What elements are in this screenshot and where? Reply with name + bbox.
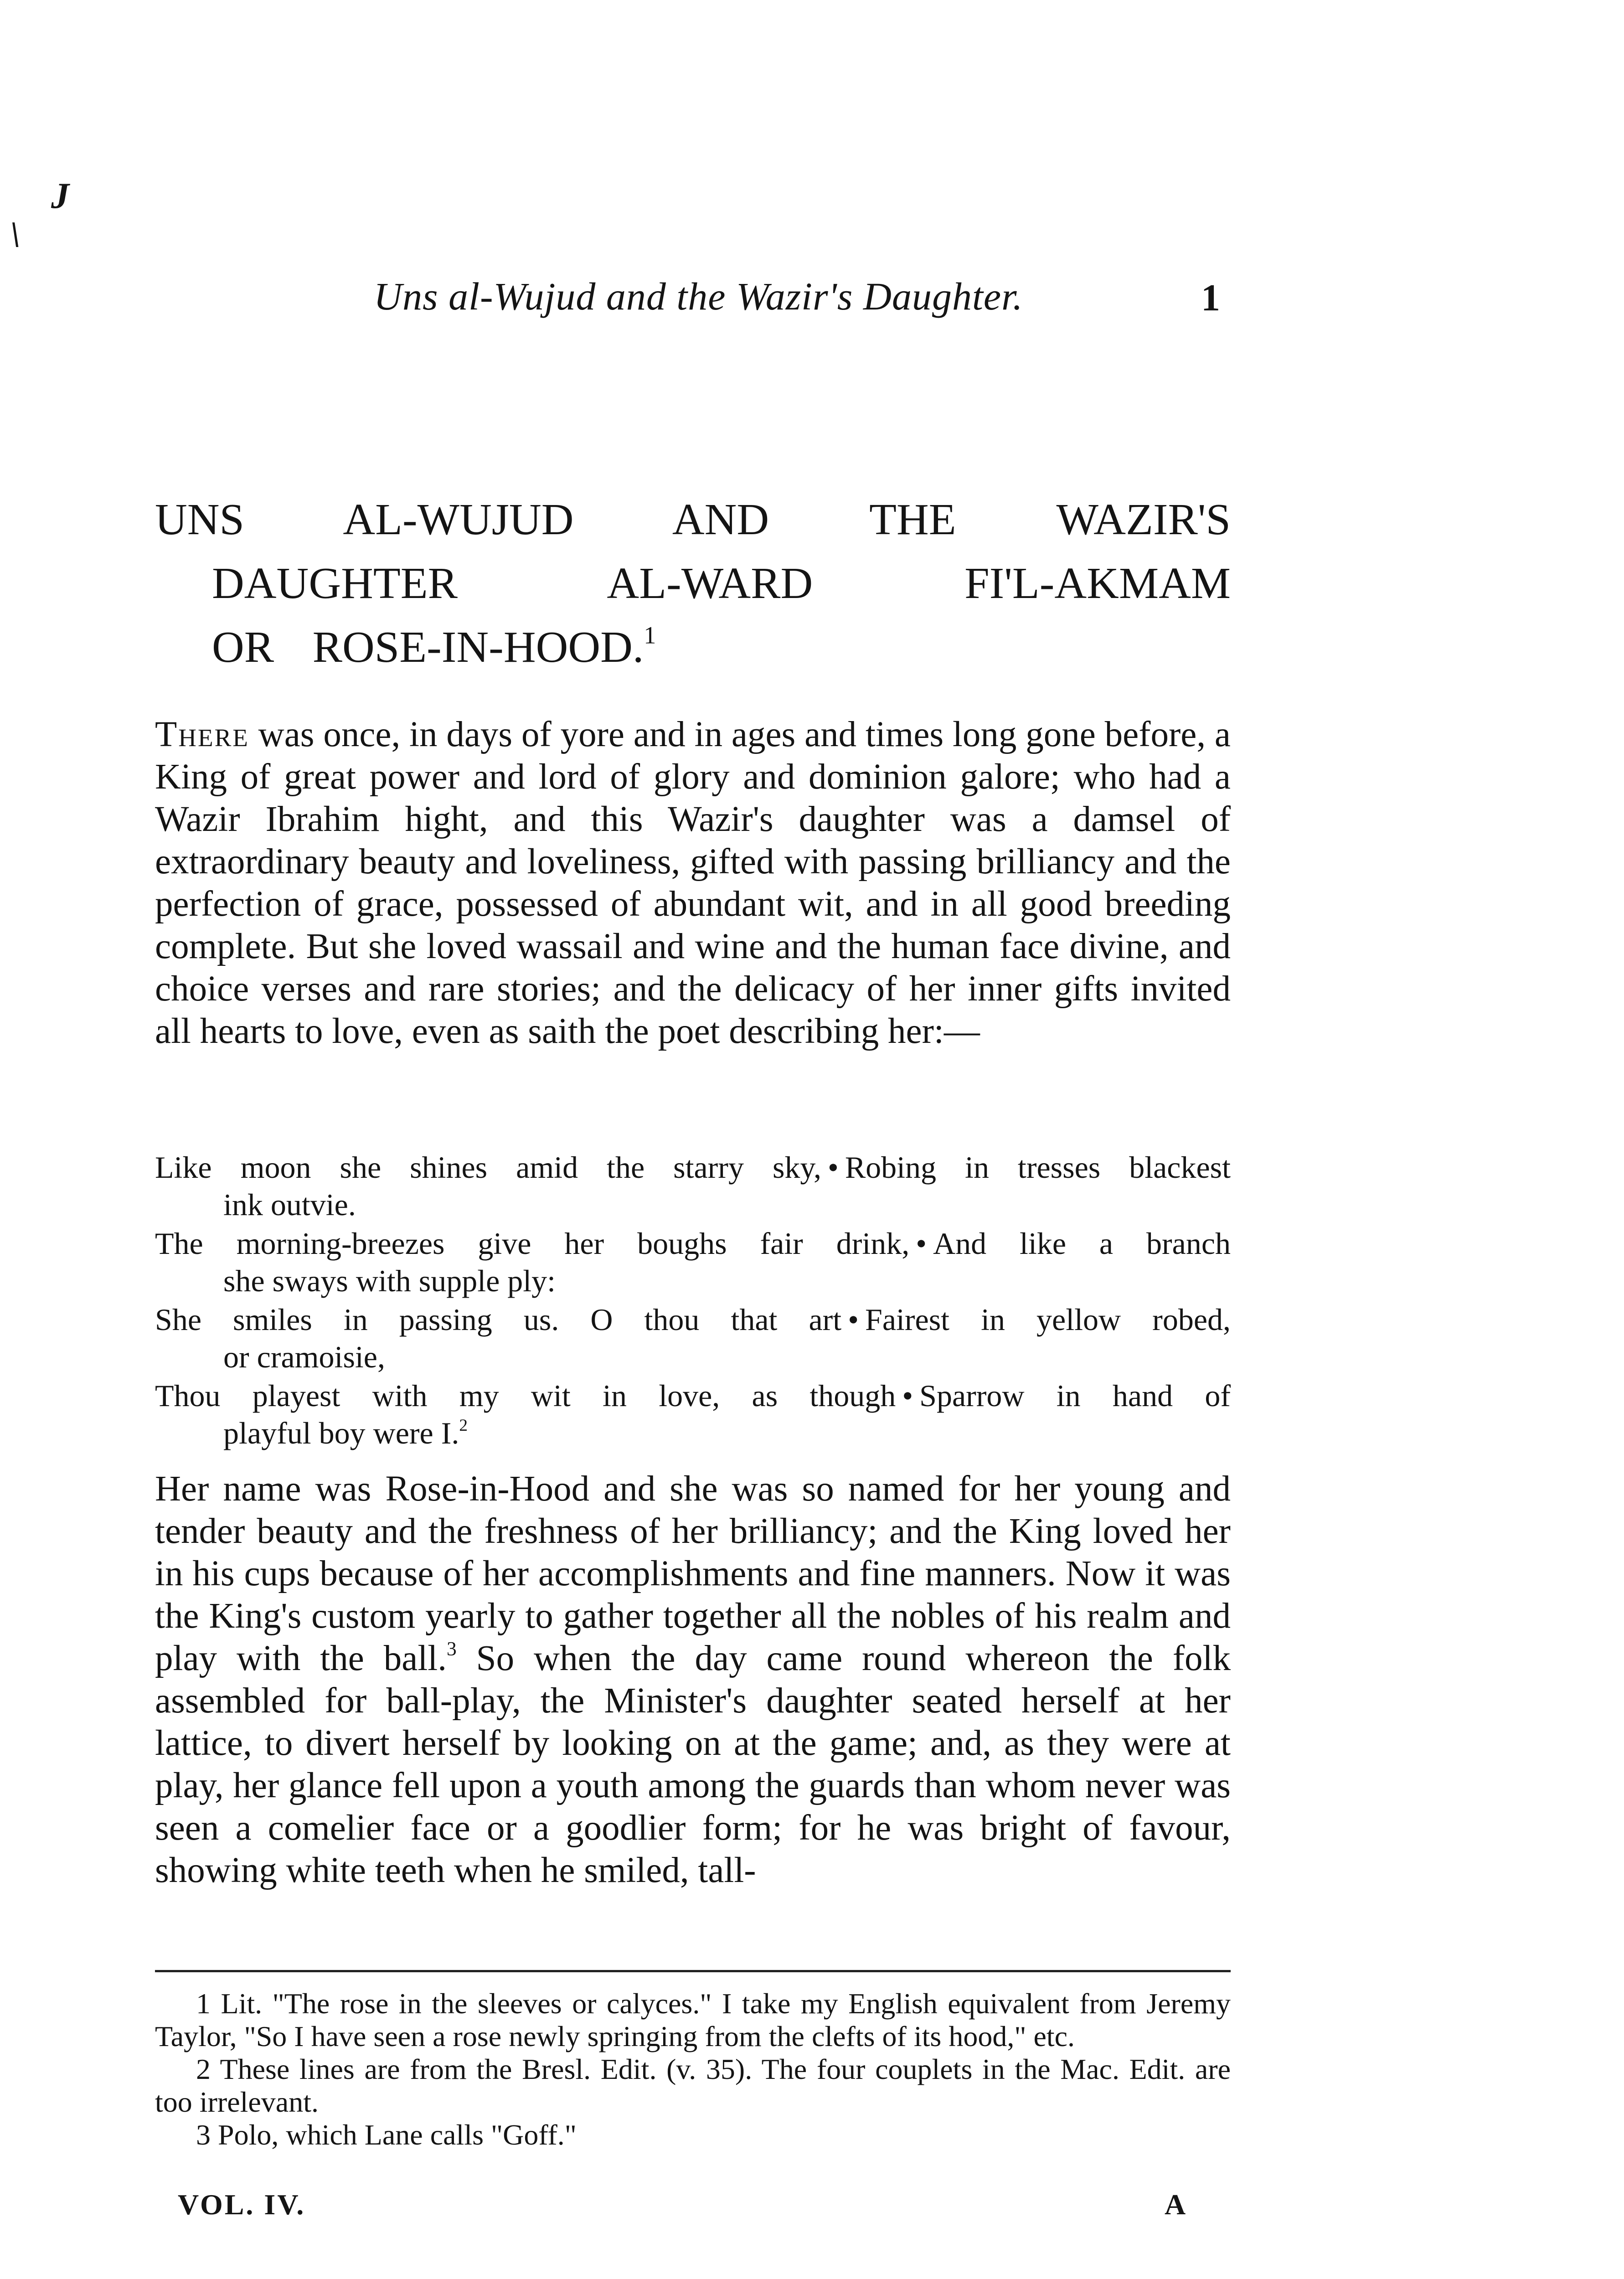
page-number: 1 (1201, 277, 1220, 319)
running-title: Uns al-Wujud and the Wazir's Daughter. (374, 274, 1023, 318)
poem-couplet-3-continuation: or cramoisie, (223, 1340, 385, 1374)
title-line-3-text: OR ROSE-IN-HOOD. (212, 623, 644, 672)
poem-couplet-4: Thou playest with my wit in love, as though • Sparrow in hand of (155, 1378, 1231, 1413)
footnote-3: 3 Polo, which Lane calls "Goff." (196, 2119, 577, 2151)
margin-mark-top: J (51, 176, 69, 216)
chapter-title (155, 488, 1231, 679)
hemistich-first: Thou playest with my wit in love, as though (155, 1378, 896, 1413)
title-line-3 (155, 615, 1231, 679)
poem-couplet-2: The morning-breezes give her boughs fair drink, • And like a branch (155, 1226, 1231, 1261)
footnote-1: 1 Lit. "The rose in the sleeves or calyces." I take my English equivalent from Jeremy Taylor, "So I have seen a rose newly springing from the clefts of its hood," etc. (155, 1987, 1231, 2052)
second-paragraph-part2: So when the day came round whereon the folk assembled for ball-play, the Minister's daughter seated herself at her lattice, to divert herself by looking on at the game; and, as they were at play, her glance fell upon a youth among the guards than whom never was seen a comelier face or a goodlier form; for he was bright of favour, showing white teeth when he smiled, tall- (155, 1639, 1231, 1890)
poem-couplet-2-continuation: she sways with supple ply: (223, 1263, 556, 1298)
footnote-ref-1[interactable]: 1 (644, 621, 656, 649)
poem-couplet-1-continuation: ink outvie. (223, 1187, 356, 1222)
volume-signature: VOL. IV. (178, 2188, 306, 2221)
signature-letter: A (1165, 2188, 1186, 2221)
hemistich-second: Sparrow in hand of (919, 1378, 1231, 1413)
poem-couplet-3: She smiles in passing us. O thou that art • Fairest in yellow robed, (155, 1302, 1231, 1337)
title-line-2: DAUGHTER AL-WARD FI'L-AKMAM (212, 559, 1231, 608)
footnote-ref-2[interactable]: 2 (459, 1416, 468, 1435)
poem-couplet-4-continuation: playful boy were I.$^2$ (223, 1416, 468, 1450)
hemistich-first: She smiles in passing us. O thou that art (155, 1302, 842, 1337)
footnotes (155, 1987, 1231, 2151)
hemistich-first: The morning-breezes give her boughs fair drink, (155, 1226, 910, 1261)
title-line-1: UNS AL-WUJUD AND THE WAZIR'S (155, 495, 1231, 544)
hemistich-second: Robing in tresses blackest (845, 1150, 1231, 1185)
hemistich-second: And like a branch (933, 1226, 1231, 1261)
opening-paragraph (155, 713, 1231, 1052)
margin-mark-bottom: \ (10, 215, 21, 255)
opening-word: There (155, 715, 249, 754)
second-paragraph (155, 1468, 1231, 1892)
hemistich-first: Like moon she shines amid the starry sky, (155, 1150, 821, 1185)
footnote-2: 2 These lines are from the Bresl. Edit. (v. 35). The four couplets in the Mac. Edit. are too irrelevant. (155, 2053, 1231, 2118)
footnote-divider (155, 1970, 1231, 1972)
second-paragraph-part1: Her name was Rose-in-Hood and she was so named for her young and tender beauty and the freshness of her brilliancy; and the King loved her in his cups because of her accomplishments and fine manners. Now it was the King's custom yearly to gather together all the nobles of his realm and play with the ball. (155, 1469, 1231, 1678)
footnote-ref-3[interactable]: 3 (447, 1638, 457, 1660)
hemistich-second: Fairest in yellow robed, (865, 1302, 1231, 1337)
opening-paragraph-text: was once, in days of yore and in ages and times long gone before, a King of great power and lord of glory and dominion galore; who had a Wazir Ibrahim hight, and this Wazir's daughter was a damsel of extraordinary beauty and loveliness, gifted with passing brilliancy and the perfection of grace, possessed of abundant wit, and in all good breeding complete. But she loved wassail and wine and the human face divine, and choice verses and rare stories; and the delicacy of her inner gifts invited all hearts to love, even as saith the poet describing her:— (155, 715, 1231, 1051)
poem-couplet-1: Like moon she shines amid the starry sky, • Robing in tresses blackest (155, 1150, 1231, 1185)
poem (155, 1149, 1231, 1453)
